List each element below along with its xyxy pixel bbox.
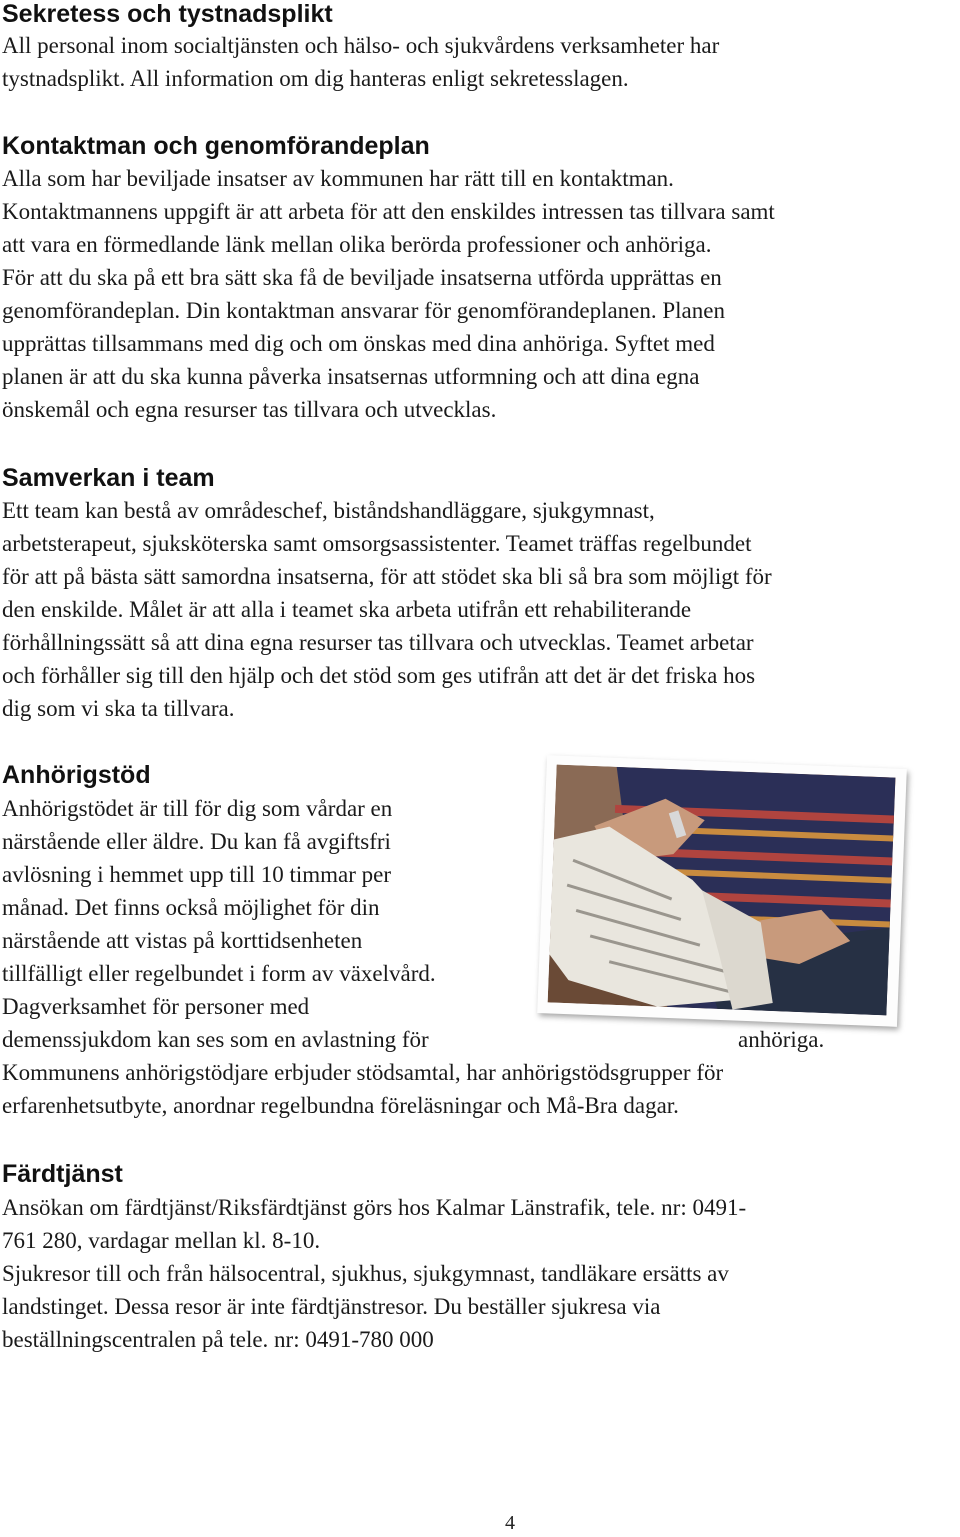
heading-kontaktman: Kontaktman och genomförandeplan: [2, 132, 430, 160]
paragraph-sekretess: [2, 29, 719, 95]
text-line: landstinget. Dessa resor är inte färdtjänstresor. Du beställer sjukresa via: [2, 1294, 661, 1319]
text-line: tillfälligt eller regelbundet i form av växelvård.: [2, 961, 436, 986]
paragraph-samverkan: [2, 494, 772, 725]
text-line: genomförandeplan. Din kontaktman ansvarar för genomförandeplanen. Planen: [2, 298, 725, 323]
text-line: Kommunens anhörigstödjare erbjuder stödsamtal, har anhörigstödsgrupper för: [2, 1060, 724, 1085]
paragraph-fardtjanst: [2, 1191, 746, 1356]
text-line: närstående eller äldre. Du kan få avgiftsfri: [2, 829, 391, 854]
text-line: All personal inom socialtjänsten och hälso- och sjukvårdens verksamheter har: [2, 33, 720, 58]
text-line: Anhörigstödet är till för dig som vårdar en: [2, 796, 393, 821]
text-line: närstående att vistas på korttidsenheten: [2, 928, 363, 953]
text-line: Sjukresor till och från hälsocentral, sjukhus, sjukgymnast, tandläkare ersätts av: [2, 1261, 729, 1286]
text-line: beställningscentralen på tele. nr: 0491-780 000: [2, 1327, 434, 1352]
text-line: önskemål och egna resurser tas tillvara och utvecklas.: [2, 397, 497, 422]
photo-figure: [542, 762, 906, 1024]
text-line: Kontaktmannens uppgift är att arbeta för att den enskildes intressen tas tillvara samt: [2, 199, 775, 224]
text-line: Alla som har beviljade insatser av kommunen har rätt till en kontaktman.: [2, 166, 674, 191]
text-line: arbetsterapeut, sjuksköterska samt omsorgsassistenter. Teamet träffas regelbundet: [2, 531, 752, 556]
text-line: förhållningssätt så att dina egna resurser tas tillvara och utvecklas. Teamet arbetar: [2, 630, 754, 655]
text-line: upprättas tillsammans med dig och om önskas med dina anhöriga. Syftet med: [2, 331, 715, 356]
photo-elderly-man-reading-newspaper-icon: [548, 765, 896, 1016]
text-line: Ansökan om färdtjänst/Riksfärdtjänst görs hos Kalmar Länstrafik, tele. nr: 0491-: [2, 1195, 747, 1220]
text-line: dig som vi ska ta tillvara.: [2, 696, 235, 721]
text-line: planen är att du ska kunna påverka insatsernas utformning och att dina egna: [2, 364, 700, 389]
paragraph-kontaktman: [2, 162, 775, 426]
text-line: för att på bästa sätt samordna insatserna, för att stödet ska bli så bra som möjligt för: [2, 564, 772, 589]
heading-sekretess: Sekretess och tystnadsplikt: [2, 0, 333, 28]
text-line: att vara en förmedlande länk mellan olika berörda professioner och anhöriga.: [2, 232, 712, 257]
text-line-tail: anhöriga.: [738, 1027, 825, 1052]
text-line: 761 280, vardagar mellan kl. 8-10.: [2, 1228, 321, 1253]
heading-anhorigstod: Anhörigstöd: [2, 761, 151, 789]
text-line: och förhåller sig till den hjälp och det stöd som ges utifrån att det är det friska hos: [2, 663, 756, 688]
page-number: 4: [505, 1512, 515, 1534]
text-line: den enskilde. Målet är att alla i teamet ska arbeta utifrån ett rehabiliterande: [2, 597, 692, 622]
photo-frame: [537, 755, 907, 1027]
text-line: erfarenhetsutbyte, anordnar regelbundna föreläsningar och Må-Bra dagar.: [2, 1093, 679, 1118]
text-line: Dagverksamhet för personer med: [2, 994, 310, 1019]
text-line: avlösning i hemmet upp till 10 timmar per: [2, 862, 392, 887]
text-line: tystnadsplikt. All information om dig hanteras enligt sekretesslagen.: [2, 66, 629, 91]
text-line: [2, 1023, 825, 1056]
heading-samverkan: Samverkan i team: [2, 464, 215, 492]
text-line-start: demenssjukdom kan ses som en avlastning för: [2, 1027, 429, 1052]
text-line: För att du ska på ett bra sätt ska få de beviljade insatserna utförda upprättas en: [2, 265, 722, 290]
text-line: Ett team kan bestå av områdeschef, biståndshandläggare, sjukgymnast,: [2, 498, 655, 523]
heading-fardtjanst: Färdtjänst: [2, 1160, 123, 1188]
text-line: månad. Det finns också möjlighet för din: [2, 895, 380, 920]
